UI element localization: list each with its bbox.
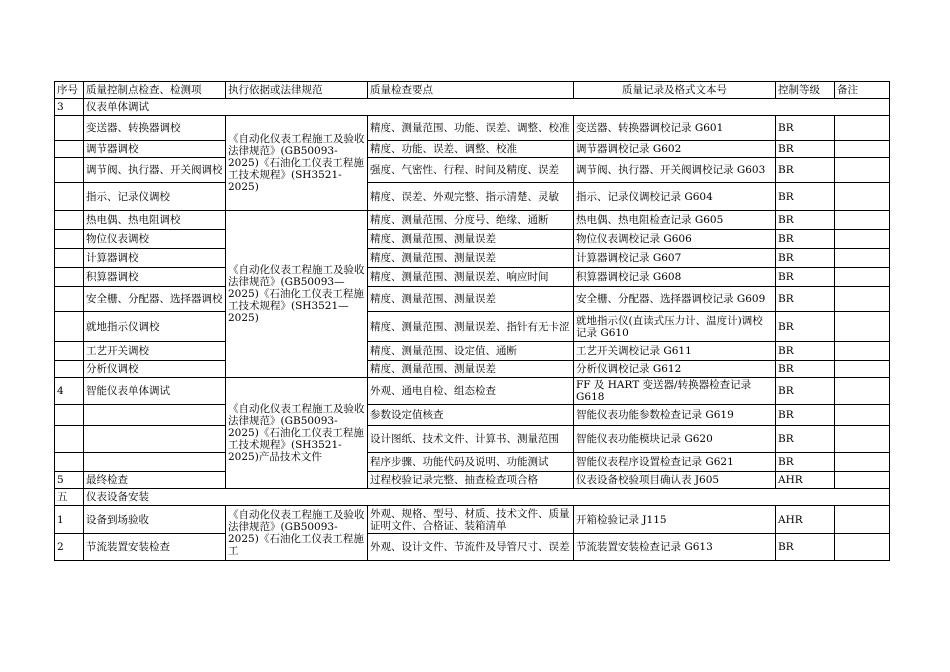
header-cell: 序号: [55, 82, 84, 99]
record-cell: 安全栅、分配器、选择器调校记录 G609: [574, 287, 776, 312]
row-number: [55, 453, 84, 472]
table-row: [55, 287, 890, 312]
table-row: [55, 472, 890, 489]
row-number: [55, 230, 84, 249]
control-level: BR: [776, 312, 835, 342]
check-points: 过程校验记录完整、抽查检查项合格: [368, 472, 574, 489]
row-number: [55, 426, 84, 453]
record-cell: 变送器、转换器调校记录 G601: [574, 116, 776, 141]
row-number: [55, 268, 84, 287]
section-row: [55, 489, 890, 506]
basis-cell: 《自动化仪表工程施工及验收法律规范》(GB50093-2025)《石油化工仪表工程施工技术规程》(SH3521-2025): [226, 116, 368, 211]
table-row: [55, 453, 890, 472]
record-cell: 调节器调校记录 G602: [574, 141, 776, 158]
check-points: 程序步骤、功能代码及说明、功能测试: [368, 453, 574, 472]
remark-cell: [835, 141, 890, 158]
control-level: BR: [776, 183, 835, 211]
table-row: [55, 158, 890, 183]
check-item: 安全栅、分配器、选择器调校: [84, 287, 226, 312]
remark-cell: [835, 268, 890, 287]
section-title: 仪表单体调试: [84, 99, 890, 116]
check-item: 计算器调校: [84, 249, 226, 268]
check-points: 精度、测量范围、功能、误差、调整、校准: [368, 116, 574, 141]
record-cell: 开箱检验记录 J115: [574, 506, 776, 534]
table-row: [55, 506, 890, 534]
table-row: [55, 249, 890, 268]
row-number: 2: [55, 534, 84, 561]
check-item: 就地指示仪调校: [84, 312, 226, 342]
control-level: BR: [776, 287, 835, 312]
row-number: [55, 312, 84, 342]
check-item: 变送器、转换器调校: [84, 116, 226, 141]
control-level: BR: [776, 141, 835, 158]
record-cell: 智能仪表功能模块记录 G620: [574, 426, 776, 453]
record-cell: 物位仪表调校记录 G606: [574, 230, 776, 249]
row-number: 4: [55, 378, 84, 405]
check-points: 精度、测量范围、设定值、通断: [368, 342, 574, 361]
header-cell: 质量记录及格式文本号: [574, 82, 776, 99]
check-points: 外观、通电自检、组态检查: [368, 378, 574, 405]
control-level: BR: [776, 230, 835, 249]
table-row: [55, 211, 890, 230]
control-level: AHR: [776, 472, 835, 489]
table-row: [55, 378, 890, 405]
check-points: 参数设定值核查: [368, 405, 574, 426]
control-level: BR: [776, 453, 835, 472]
check-item: 热电偶、热电阻调校: [84, 211, 226, 230]
remark-cell: [835, 405, 890, 426]
remark-cell: [835, 534, 890, 561]
record-cell: 智能仪表程序设置检查记录 G621: [574, 453, 776, 472]
table-row: [55, 183, 890, 211]
section-row: [55, 99, 890, 116]
header-row: [55, 82, 890, 99]
record-cell: 就地指示仪(直读式压力计、温度计)调校记录 G610: [574, 312, 776, 342]
header-cell: 执行依据或法律规范: [226, 82, 368, 99]
record-cell: 计算器调校记录 G607: [574, 249, 776, 268]
record-cell: 积算器调校记录 G608: [574, 268, 776, 287]
row-number: [55, 141, 84, 158]
control-level: BR: [776, 342, 835, 361]
check-item: 分析仪调校: [84, 361, 226, 378]
table-row: [55, 342, 890, 361]
record-cell: 分析仪调校记录 G612: [574, 361, 776, 378]
section-title: 仪表设备安装: [84, 489, 890, 506]
table-row: [55, 312, 890, 342]
record-cell: 热电偶、热电阻检查记录 G605: [574, 211, 776, 230]
check-points: 设计图纸、技术文件、计算书、测量范围: [368, 426, 574, 453]
row-number: [55, 116, 84, 141]
row-number: 五: [55, 489, 84, 506]
row-number: [55, 211, 84, 230]
remark-cell: [835, 287, 890, 312]
check-item: 最终检查: [84, 472, 226, 489]
header-cell: 控制等级: [776, 82, 835, 99]
row-number: 1: [55, 506, 84, 534]
check-item: 工艺开关调校: [84, 342, 226, 361]
check-item: 物位仪表调校: [84, 230, 226, 249]
row-number: [55, 183, 84, 211]
control-level: BR: [776, 116, 835, 141]
check-points: 精度、功能、误差、调整、校准: [368, 141, 574, 158]
check-points: 精度、测量范围、测量误差、指针有无卡涩: [368, 312, 574, 342]
table-row: [55, 141, 890, 158]
remark-cell: [835, 426, 890, 453]
table-body: [55, 82, 890, 561]
table-row: [55, 230, 890, 249]
table-row: [55, 268, 890, 287]
check-points: 精度、测量范围、测量误差: [368, 287, 574, 312]
control-level: AHR: [776, 506, 835, 534]
remark-cell: [835, 183, 890, 211]
check-item: [84, 453, 226, 472]
check-item: [84, 426, 226, 453]
row-number: [55, 287, 84, 312]
row-number: [55, 158, 84, 183]
remark-cell: [835, 472, 890, 489]
check-item: 调节阀、执行器、开关阀调校: [84, 158, 226, 183]
remark-cell: [835, 342, 890, 361]
control-level: BR: [776, 534, 835, 561]
check-item: [84, 405, 226, 426]
basis-cell: 《自动化仪表工程施工及验收法律规范》(GB50093—2025)《石油化工仪表工程施工技术规程》(SH3521—2025): [226, 211, 368, 378]
row-number: 3: [55, 99, 84, 116]
check-points: 外观、设计文件、节流件及导管尺寸、误差: [368, 534, 574, 561]
row-number: [55, 405, 84, 426]
table-row: [55, 361, 890, 378]
remark-cell: [835, 158, 890, 183]
record-cell: 工艺开关调校记录 G611: [574, 342, 776, 361]
check-points: 精度、测量范围、测量误差: [368, 249, 574, 268]
check-points: 强度、气密性、行程、时间及精度、误差: [368, 158, 574, 183]
record-cell: 指示、记录仪调校记录 G604: [574, 183, 776, 211]
record-cell: 智能仪表功能参数检查记录 G619: [574, 405, 776, 426]
table-row: [55, 426, 890, 453]
record-cell: FF 及 HART 变送器/转换器检查记录 G618: [574, 378, 776, 405]
row-number: [55, 249, 84, 268]
row-number: [55, 342, 84, 361]
table-row: [55, 405, 890, 426]
check-item: 积算器调校: [84, 268, 226, 287]
header-cell: 质量检查要点: [368, 82, 574, 99]
control-level: BR: [776, 426, 835, 453]
check-item: 设备到场验收: [84, 506, 226, 534]
remark-cell: [835, 453, 890, 472]
control-level: BR: [776, 405, 835, 426]
check-points: 精度、测量范围、测量误差: [368, 230, 574, 249]
control-level: BR: [776, 378, 835, 405]
basis-cell: 《自动化仪表工程施工及验收法律规范》(GB50093-2025)《石油化工仪表工程施工: [226, 506, 368, 561]
check-item: 指示、记录仪调校: [84, 183, 226, 211]
control-level: BR: [776, 249, 835, 268]
check-points: 精度、测量范围、测量误差: [368, 361, 574, 378]
control-level: BR: [776, 268, 835, 287]
row-number: 5: [55, 472, 84, 489]
quality-control-table: [54, 81, 890, 561]
table-row: [55, 534, 890, 561]
remark-cell: [835, 116, 890, 141]
remark-cell: [835, 361, 890, 378]
record-cell: 节流装置安装检查记录 G613: [574, 534, 776, 561]
header-cell: 质量控制点检查、检测项: [84, 82, 226, 99]
check-item: 智能仪表单体调试: [84, 378, 226, 405]
control-level: BR: [776, 361, 835, 378]
remark-cell: [835, 506, 890, 534]
check-points: 外观、规格、型号、材质、技术文件、质量证明文件、合格证、装箱清单: [368, 506, 574, 534]
record-cell: 调节阀、执行器、开关阀调校记录 G603: [574, 158, 776, 183]
remark-cell: [835, 378, 890, 405]
row-number: [55, 361, 84, 378]
check-points: 精度、测量范围、测量误差、响应时间: [368, 268, 574, 287]
control-level: BR: [776, 158, 835, 183]
check-points: 精度、误差、外观完整、指示清楚、灵敏: [368, 183, 574, 211]
basis-cell: 《自动化仪表工程施工及验收法律规范》(GB50093-2025)《石油化工仪表工程施工技术规程》(SH3521-2025)产品技术文件: [226, 378, 368, 489]
remark-cell: [835, 312, 890, 342]
remark-cell: [835, 230, 890, 249]
check-points: 精度、测量范围、分度号、绝缘、通断: [368, 211, 574, 230]
record-cell: 仪表设备校验项目确认表 J605: [574, 472, 776, 489]
table-row: [55, 116, 890, 141]
remark-cell: [835, 249, 890, 268]
check-item: 调节器调校: [84, 141, 226, 158]
control-level: BR: [776, 211, 835, 230]
remark-cell: [835, 211, 890, 230]
header-cell: 备注: [835, 82, 890, 99]
check-item: 节流装置安装检查: [84, 534, 226, 561]
